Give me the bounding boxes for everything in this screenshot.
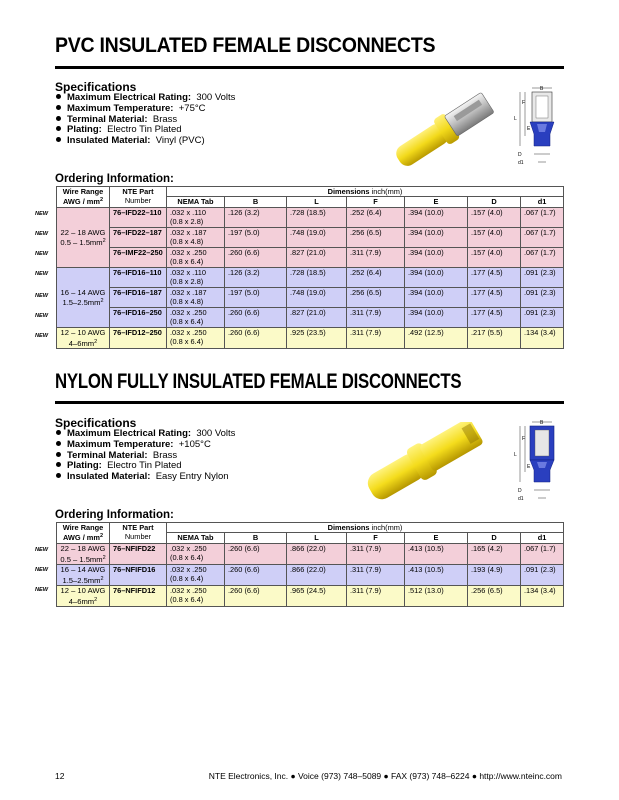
table-row (57, 248, 564, 268)
header-b: B (225, 197, 287, 208)
new-badge: NEW (35, 211, 49, 217)
dim-l: .866 (22.0) (287, 565, 347, 586)
dim-e: .394 (10.0) (405, 248, 468, 268)
dim-e: .394 (10.0) (405, 268, 468, 288)
dim-b: .126 (3.2) (225, 268, 287, 288)
spec-value: Easy Entry Nylon (155, 471, 229, 483)
diagram-label-l: L (514, 452, 517, 458)
dim-b: .260 (6.6) (225, 328, 287, 349)
bullet-icon (56, 94, 61, 99)
dim-d: .256 (6.5) (468, 586, 521, 607)
dim-b: .260 (6.6) (225, 565, 287, 586)
table-row (57, 308, 564, 328)
table-row (57, 268, 564, 288)
nema-tab: .032 x .250 (0.8 x 6.4) (167, 248, 225, 268)
dim-d1: .067 (1.7) (521, 248, 564, 268)
dim-d: .157 (4.0) (468, 208, 521, 228)
part-number: 76–IFD22–187 (110, 228, 167, 248)
table-row (57, 586, 564, 607)
section-title-nylon: NYLON FULLY INSULATED FEMALE DISCONNECTS (55, 370, 462, 393)
part-number: 76–IFD12–250 (110, 328, 167, 349)
title-rule (55, 66, 564, 69)
dim-e: .394 (10.0) (405, 308, 468, 328)
table-row (57, 288, 564, 308)
dim-l: .827 (21.0) (287, 248, 347, 268)
table-row (57, 208, 564, 228)
dim-d1: .091 (2.3) (521, 288, 564, 308)
spec-value: 300 Volts (196, 92, 236, 103)
part-number: 76–NFIFD12 (110, 586, 167, 607)
nema-tab: .032 x .187 (0.8 x 4.8) (167, 288, 225, 308)
title-rule (55, 401, 564, 404)
table-row (57, 544, 564, 565)
header-d: D (468, 197, 521, 208)
diagram-label-f: F (522, 100, 526, 106)
spec-item (56, 136, 235, 147)
spec-label: Maximum Temperature: (67, 102, 174, 114)
header-f: F (347, 533, 405, 544)
bullet-icon (56, 473, 61, 478)
spec-value: Brass (152, 113, 178, 125)
wire-range-cell: 22 – 18 AWG $0.5 - 1.5mm^2$ (57, 208, 110, 268)
spec-value: Vinyl (PVC) (155, 135, 205, 147)
dim-f: .256 (6.5) (347, 228, 405, 248)
header-dimensions: Dimensions inch(mm) (167, 187, 564, 197)
new-badge: NEW (35, 313, 49, 319)
diagram-label-e: E (527, 126, 531, 132)
header-e: E (405, 533, 468, 544)
nema-tab: .032 x .250 (0.8 x 6.4) (167, 586, 225, 607)
spec-value: +75°C (178, 102, 206, 114)
dim-b: .260 (6.6) (225, 544, 287, 565)
part-number: 76–IFD22–110 (110, 208, 167, 228)
nylon-terminal-photo (355, 422, 495, 500)
dim-b: .197 (5.0) (225, 228, 287, 248)
dim-f: .311 (7.9) (347, 586, 405, 607)
bullet-icon (56, 126, 61, 131)
new-badge: NEW (35, 547, 49, 553)
ordering-heading: Ordering Information: (55, 173, 174, 185)
header-nema-tab: NEMA Tab (167, 533, 225, 544)
wire-range-cell: 12 – 10 AWG $4-6mm^2$ (57, 586, 110, 607)
new-badge: NEW (35, 587, 49, 593)
dim-d: .157 (4.0) (468, 228, 521, 248)
dim-f: .311 (7.9) (347, 565, 405, 586)
dim-e: .394 (10.0) (405, 288, 468, 308)
dim-b: .126 (3.2) (225, 208, 287, 228)
nema-tab: .032 x .250 (0.8 x 6.4) (167, 544, 225, 565)
bullet-icon (56, 116, 61, 121)
bullet-icon (56, 137, 61, 142)
new-badge: NEW (35, 567, 49, 573)
header-b: B (225, 533, 287, 544)
part-number: 76–NFIFD16 (110, 565, 167, 586)
pvc-terminal-photo (383, 86, 501, 172)
bullet-icon (56, 441, 61, 446)
header-f: F (347, 197, 405, 208)
nema-tab: .032 x .187 (0.8 x 4.8) (167, 228, 225, 248)
spec-label: Maximum Electrical Rating: (67, 92, 192, 103)
part-number: 76–NFIFD22 (110, 544, 167, 565)
dim-l: .728 (18.5) (287, 208, 347, 228)
wire-range-cell: 16 – 14 AWG $1.5-2.5mm^2$ (57, 268, 110, 328)
header-l: L (287, 197, 347, 208)
table-row (57, 565, 564, 586)
part-number: 76–IMF22–250 (110, 248, 167, 268)
nylon-ordering-table (56, 522, 564, 607)
diagram-label-f: F (522, 436, 526, 442)
diagram-label-e: E (527, 464, 531, 470)
header-part-number: NTE Part Number (110, 523, 167, 544)
table-row (57, 328, 564, 349)
dim-e: .394 (10.0) (405, 208, 468, 228)
spec-value: Electro Tin Plated (107, 124, 182, 136)
header-part-number: NTE Part Number (110, 187, 167, 208)
spec-value: Electro Tin Plated (107, 460, 182, 472)
bullet-icon (56, 430, 61, 435)
spec-value: Brass (152, 449, 178, 461)
new-badge: NEW (35, 231, 49, 237)
spec-label: Insulated Material: (67, 135, 151, 147)
diagram-label-d: D (518, 152, 522, 158)
header-d1: d1 (521, 533, 564, 544)
dim-d1: .091 (2.3) (521, 565, 564, 586)
dim-e: .413 (10.5) (405, 544, 468, 565)
wire-range-cell: 12 – 10 AWG $4-6mm^2$ (57, 328, 110, 349)
dim-l: .827 (21.0) (287, 308, 347, 328)
spec-label: Maximum Electrical Rating: (67, 428, 192, 439)
dim-l: .925 (23.5) (287, 328, 347, 349)
nema-tab: .032 x .250 (0.8 x 6.4) (167, 308, 225, 328)
diagram-label-d1: d1 (518, 496, 524, 502)
dim-f: .252 (6.4) (347, 208, 405, 228)
dim-d1: .067 (1.7) (521, 228, 564, 248)
dim-l: .748 (19.0) (287, 228, 347, 248)
dim-d: .157 (4.0) (468, 248, 521, 268)
wire-range-cell: 22 – 18 AWG $0.5 - 1.5mm^2$ (57, 544, 110, 565)
header-e: E (405, 197, 468, 208)
spec-label: Plating: (67, 460, 102, 472)
ordering-heading: Ordering Information: (55, 509, 174, 521)
dim-e: .394 (10.0) (405, 228, 468, 248)
new-badge: NEW (35, 271, 49, 277)
diagram-label-d: D (518, 488, 522, 494)
dim-f: .311 (7.9) (347, 544, 405, 565)
dim-d1: .091 (2.3) (521, 268, 564, 288)
new-badge: NEW (35, 293, 49, 299)
dim-b: .260 (6.6) (225, 248, 287, 268)
pvc-dimension-diagram (510, 84, 570, 170)
bullet-icon (56, 105, 61, 110)
header-l: L (287, 533, 347, 544)
dim-l: .866 (22.0) (287, 544, 347, 565)
spec-item (56, 472, 235, 483)
table-row (57, 228, 564, 248)
header-nema-tab: NEMA Tab (167, 197, 225, 208)
dim-e: .492 (12.5) (405, 328, 468, 349)
specifications-list (56, 429, 235, 483)
spec-value: +105°C (178, 438, 211, 450)
dim-f: .311 (7.9) (347, 308, 405, 328)
specifications-list (56, 93, 235, 147)
dim-f: .256 (6.5) (347, 288, 405, 308)
dim-l: .728 (18.5) (287, 268, 347, 288)
spec-label: Plating: (67, 124, 102, 136)
dim-e: .512 (13.0) (405, 586, 468, 607)
dim-b: .260 (6.6) (225, 586, 287, 607)
diagram-label-l: L (514, 116, 517, 122)
dim-d: .177 (4.5) (468, 308, 521, 328)
dim-l: .965 (24.5) (287, 586, 347, 607)
dim-d1: .091 (2.3) (521, 308, 564, 328)
dim-e: .413 (10.5) (405, 565, 468, 586)
spec-label: Terminal Material: (67, 113, 148, 125)
part-number: 76–IFD16–110 (110, 268, 167, 288)
diagram-label-b: B (540, 420, 544, 426)
diagram-label-d1: d1 (518, 160, 524, 166)
dim-d1: .134 (3.4) (521, 328, 564, 349)
spec-label: Insulated Material: (67, 471, 151, 483)
dim-d1: .134 (3.4) (521, 586, 564, 607)
spec-label: Maximum Temperature: (67, 438, 174, 450)
header-d: D (468, 533, 521, 544)
header-d1: d1 (521, 197, 564, 208)
dim-b: .197 (5.0) (225, 288, 287, 308)
spec-label: Terminal Material: (67, 449, 148, 461)
bullet-icon (56, 452, 61, 457)
dim-b: .260 (6.6) (225, 308, 287, 328)
header-dimensions: Dimensions inch(mm) (167, 523, 564, 533)
spec-value: 300 Volts (196, 428, 236, 439)
diagram-label-b: B (540, 86, 544, 92)
dim-d: .165 (4.2) (468, 544, 521, 565)
dim-f: .252 (6.4) (347, 268, 405, 288)
specifications-heading: Specifications (55, 416, 137, 430)
page-number: 12 (55, 771, 65, 781)
dim-f: .311 (7.9) (347, 328, 405, 349)
dim-d: .193 (4.9) (468, 565, 521, 586)
nema-tab: .032 x .110 (0.8 x 2.8) (167, 208, 225, 228)
new-badge: NEW (35, 251, 49, 257)
header-wire-range: Wire Range AWG / $mm^2$ (57, 187, 110, 208)
nema-tab: .032 x .110 (0.8 x 2.8) (167, 268, 225, 288)
dim-d1: .067 (1.7) (521, 208, 564, 228)
new-badge: NEW (35, 333, 49, 339)
header-wire-range: Wire Range AWG / $mm^2$ (57, 523, 110, 544)
nema-tab: .032 x .250 (0.8 x 6.4) (167, 328, 225, 349)
pvc-ordering-table (56, 186, 564, 349)
dim-l: .748 (19.0) (287, 288, 347, 308)
section-title-pvc: PVC INSULATED FEMALE DISCONNECTS (55, 34, 436, 57)
specifications-heading: Specifications (55, 80, 137, 94)
nema-tab: .032 x .250 (0.8 x 6.4) (167, 565, 225, 586)
dim-d: .177 (4.5) (468, 288, 521, 308)
footer-contact: NTE Electronics, Inc. ● Voice (973) 748–5089 ● FAX (973) 748–6224 ● http://www.nteinc.com (208, 771, 562, 781)
dim-d: .217 (5.5) (468, 328, 521, 349)
nylon-dimension-diagram (510, 418, 570, 504)
part-number: 76–IFD16–187 (110, 288, 167, 308)
wire-range-cell: 16 – 14 AWG $1.5-2.5mm^2$ (57, 565, 110, 586)
dim-d: .177 (4.5) (468, 268, 521, 288)
bullet-icon (56, 462, 61, 467)
dim-d1: .067 (1.7) (521, 544, 564, 565)
dim-f: .311 (7.9) (347, 248, 405, 268)
part-number: 76–IFD16–250 (110, 308, 167, 328)
